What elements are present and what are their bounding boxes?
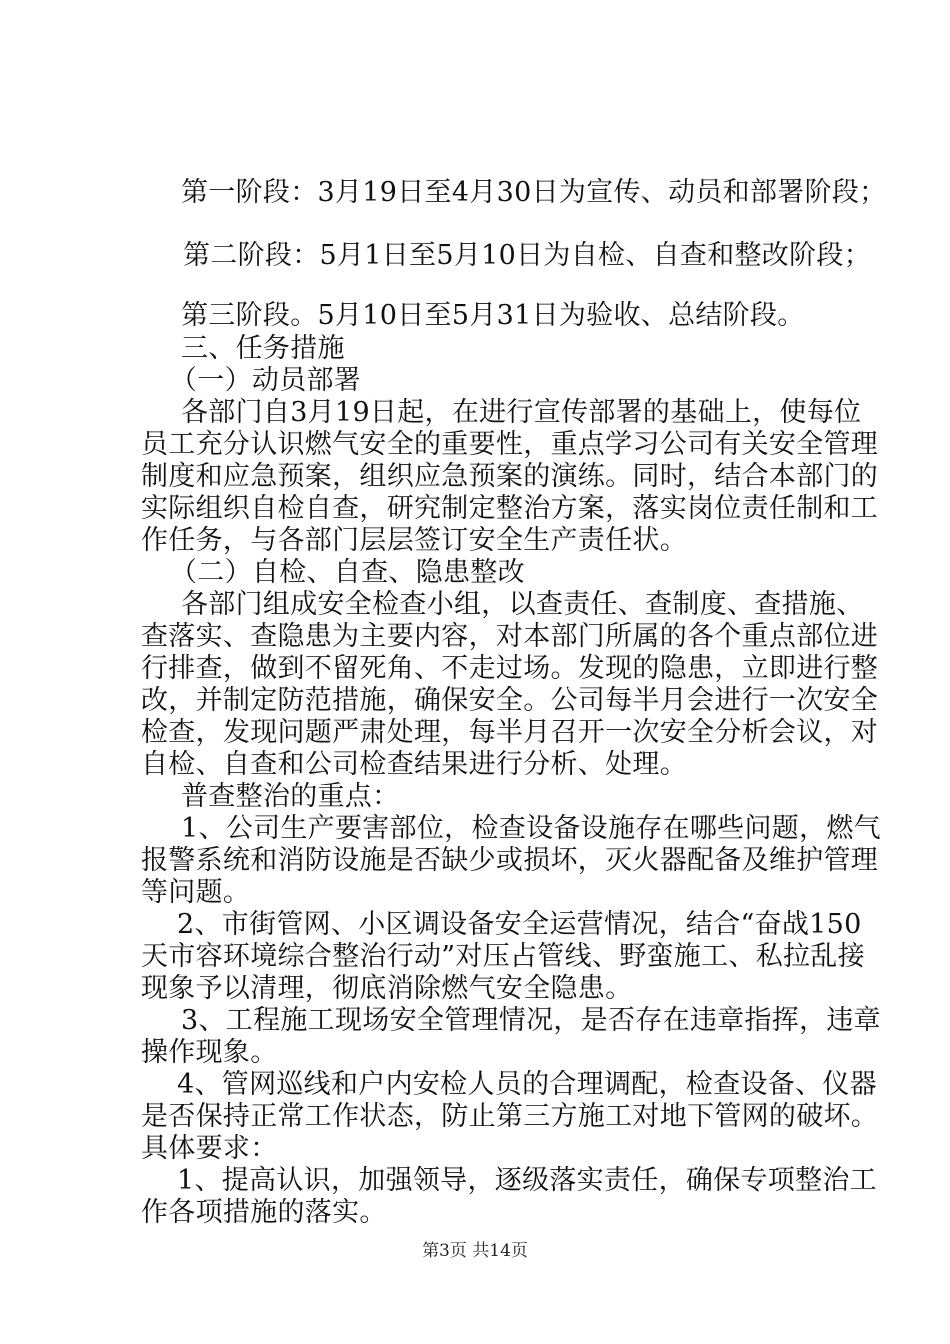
section-heading-tasks: 三、任务措施 — [181, 333, 345, 364]
text-line: 作各项措施的落实。 — [141, 1197, 387, 1228]
text-line: 4、管网巡线和户内安检人员的合理调配，检查设备、仪器 — [177, 1069, 877, 1100]
text-line-phase-3: 第三阶段。5月10日至5月31日为验收、总结阶段。 — [181, 300, 805, 331]
text-line: 实际组织自检自查，研究制定整治方案，落实岗位责任制和工 — [141, 493, 879, 524]
text-line: 1、提高认识，加强领导，逐级落实责任，确保专项整治工 — [177, 1165, 877, 1196]
text-line: 是否保持正常工作状态，防止第三方施工对地下管网的破坏。 — [141, 1101, 879, 1132]
text-line: 查落实、查隐患为主要内容，对本部门所属的各个重点部位进 — [141, 621, 879, 652]
text-line: 员工充分认识燃气安全的重要性，重点学习公司有关安全管理 — [141, 429, 879, 460]
text-line: 天市容环境综合整治行动”对压占管线、野蛮施工、私拉乱接 — [141, 941, 865, 972]
text-line: 检查，发现问题严肃处理，每半月召开一次安全分析会议，对 — [141, 717, 879, 748]
subheading-key-points: 普查整治的重点： — [181, 781, 400, 812]
text-line: 1、公司生产要害部位，检查设备设施存在哪些问题，燃气 — [181, 813, 881, 844]
text-line: 3、工程施工现场安全管理情况，是否存在违章指挥，违章 — [181, 1005, 881, 1036]
text-line: 制度和应急预案，组织应急预案的演练。同时，结合本部门的 — [141, 461, 879, 492]
text-line: 各部门自3月19日起，在进行宣传部署的基础上，使每位 — [181, 397, 862, 428]
subheading-mobilization: （一）动员部署 — [170, 365, 362, 396]
text-line-phase-1: 第一阶段：3月19日至4月30日为宣传、动员和部署阶段； — [181, 177, 887, 208]
text-line: 报警系统和消防设施是否缺少或损坏，灭火器配备及维护管理 — [141, 845, 879, 876]
text-line: 行排查，做到不留死角、不走过场。发现的隐患，立即进行整 — [141, 653, 879, 684]
subheading-self-inspection: （二）自检、自查、隐患整改 — [170, 557, 525, 588]
subheading-requirements: 具体要求： — [141, 1133, 278, 1164]
page-footer: 第3页 共14页 — [422, 1241, 528, 1261]
text-line: 改，并制定防范措施，确保安全。公司每半月会进行一次安全 — [141, 685, 879, 716]
text-line: 现象予以清理，彻底消除燃气安全隐患。 — [141, 973, 633, 1004]
text-line: 作任务，与各部门层层签订安全生产责任状。 — [141, 525, 687, 556]
text-line: 等问题。 — [141, 877, 251, 908]
text-line: 各部门组成安全检查小组，以查责任、查制度、查措施、 — [181, 589, 864, 620]
text-line: 2、市街管网、小区调设备安全运营情况，结合“奋战150 — [177, 909, 862, 940]
text-line: 操作现象。 — [141, 1037, 278, 1068]
text-line: 自检、自查和公司检查结果进行分析、处理。 — [141, 749, 687, 780]
text-line-phase-2: 第二阶段：5月1日至5月10日为自检、自查和整改阶段； — [183, 240, 871, 271]
